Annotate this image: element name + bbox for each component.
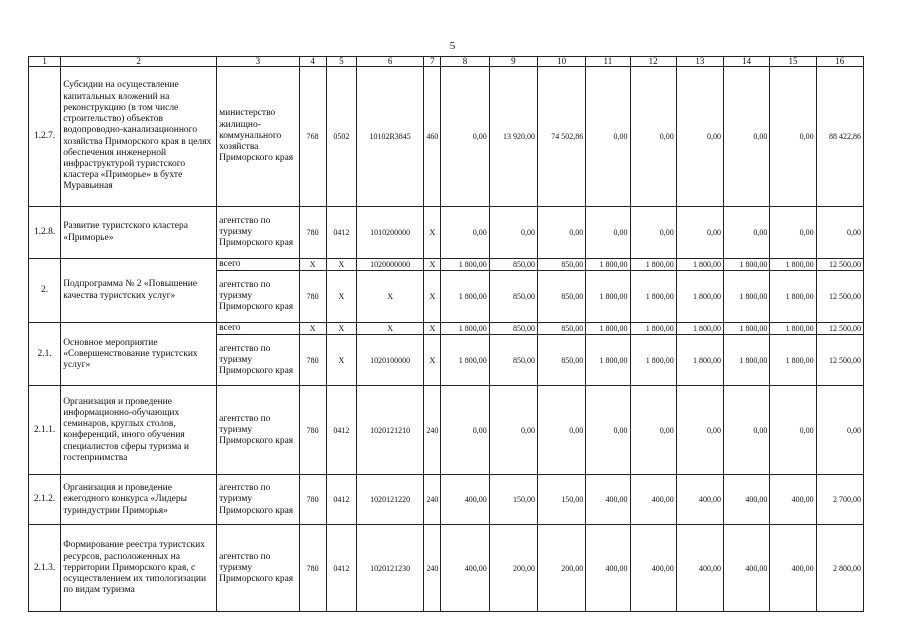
amount-cell: 1 800,00 [441, 335, 489, 386]
amount-cell: 0,00 [630, 207, 676, 259]
column-number: 4 [299, 57, 326, 67]
grbs-code: 780 [299, 525, 326, 612]
row-number: 2.1.1. [29, 386, 61, 475]
executor-cell: министерство жилищно-коммунального хозяйства Приморского края [217, 67, 299, 207]
amount-cell: 1 800,00 [630, 259, 676, 271]
table-row [29, 323, 864, 335]
amount-cell: 0,00 [724, 386, 770, 475]
target-article-code: 1020100000 [356, 335, 423, 386]
grbs-code: 780 [299, 475, 326, 525]
target-article-code: 1020000000 [356, 259, 423, 271]
row-number: 1.2.8. [29, 207, 61, 259]
total-cell: 2 700,00 [816, 475, 863, 525]
row-number: 1.2.7. [29, 67, 61, 207]
measure-name: Формирование реестра туристских ресурсов, расположенных на территории Приморского края, с осуществлением их типологизации по видам туризма [61, 525, 217, 612]
expense-type-code: X [424, 335, 441, 386]
amount-cell: 400,00 [630, 475, 676, 525]
amount-cell: 200,00 [489, 525, 537, 612]
column-number: 2 [61, 57, 217, 67]
total-cell: 88 422,86 [816, 67, 863, 207]
column-number: 7 [424, 57, 441, 67]
row-number: 2.1.3. [29, 525, 61, 612]
total-cell: 12 500,00 [816, 271, 863, 323]
section-code: X [326, 335, 356, 386]
amount-cell: 400,00 [770, 525, 816, 612]
grbs-code: 780 [299, 386, 326, 475]
amount-cell: 1 800,00 [770, 271, 816, 323]
column-number: 9 [489, 57, 537, 67]
amount-cell: 1 800,00 [441, 323, 489, 335]
amount-cell: 0,00 [441, 207, 489, 259]
amount-cell: 0,00 [586, 207, 630, 259]
amount-cell: 1 800,00 [630, 323, 676, 335]
amount-cell: 0,00 [489, 386, 537, 475]
amount-cell: 0,00 [770, 207, 816, 259]
target-article-code: 10102R3845 [356, 67, 423, 207]
page-number: 5 [449, 40, 456, 52]
measure-name: Развитие туристского кластера «Приморье» [61, 207, 217, 259]
expense-type-code: 240 [424, 386, 441, 475]
executor-cell: агентство по туризму Приморского края [217, 525, 299, 612]
column-number: 16 [816, 57, 863, 67]
amount-cell: 850,00 [537, 335, 585, 386]
grbs-code: X [299, 323, 326, 335]
executor-cell: всего [217, 323, 299, 335]
amount-cell: 850,00 [537, 271, 585, 323]
amount-cell: 850,00 [489, 335, 537, 386]
amount-cell: 1 800,00 [770, 259, 816, 271]
total-cell: 12 500,00 [816, 323, 863, 335]
amount-cell: 400,00 [586, 475, 630, 525]
measure-name: Организация и проведение ежегодного конкурса «Лидеры туриндустрии Приморья» [61, 475, 217, 525]
total-cell: 0,00 [816, 386, 863, 475]
column-number: 5 [326, 57, 356, 67]
section-code: X [326, 271, 356, 323]
amount-cell: 0,00 [630, 67, 676, 207]
measure-name: Подпрограмма № 2 «Повышение качества туристских услуг» [61, 259, 217, 323]
amount-cell: 850,00 [537, 259, 585, 271]
amount-cell: 150,00 [537, 475, 585, 525]
amount-cell: 400,00 [724, 475, 770, 525]
section-code: 0412 [326, 207, 356, 259]
column-number: 10 [537, 57, 585, 67]
amount-cell: 400,00 [770, 475, 816, 525]
amount-cell: 0,00 [586, 386, 630, 475]
amount-cell: 0,00 [676, 67, 723, 207]
amount-cell: 0,00 [770, 386, 816, 475]
total-cell: 2 800,00 [816, 525, 863, 612]
amount-cell: 1 800,00 [676, 323, 723, 335]
amount-cell: 1 800,00 [724, 271, 770, 323]
column-number: 3 [217, 57, 299, 67]
column-number: 13 [676, 57, 723, 67]
amount-cell: 0,00 [489, 207, 537, 259]
amount-cell: 0,00 [676, 386, 723, 475]
expense-type-code: X [424, 271, 441, 323]
table-row [29, 67, 864, 207]
section-code: 0412 [326, 525, 356, 612]
amount-cell: 1 800,00 [586, 259, 630, 271]
amount-cell: 850,00 [489, 323, 537, 335]
section-code: 0412 [326, 475, 356, 525]
amount-cell: 400,00 [676, 525, 723, 612]
measure-name: Субсидии на осуществление капитальных вложений на реконструкцию (в том числе строительство) объектов водопроводно-канализационного хозяйства Приморского края в целях обеспечения инженерной инфраструктурой туристского кластера «Приморье» в бухте Муравьиная [61, 67, 217, 207]
amount-cell: 200,00 [537, 525, 585, 612]
expense-type-code: X [424, 207, 441, 259]
executor-cell: агентство по туризму Приморского края [217, 386, 299, 475]
executor-cell: агентство по туризму Приморского края [217, 207, 299, 259]
amount-cell: 74 502,86 [537, 67, 585, 207]
target-article-code: 1020121220 [356, 475, 423, 525]
measure-name: Основное мероприятие «Совершенствование туристских услуг» [61, 323, 217, 386]
amount-cell: 400,00 [586, 525, 630, 612]
amount-cell: 1 800,00 [676, 335, 723, 386]
amount-cell: 400,00 [441, 525, 489, 612]
row-number: 2.1. [29, 323, 61, 386]
table-row [29, 259, 864, 271]
amount-cell: 0,00 [724, 67, 770, 207]
amount-cell: 13 920,00 [489, 67, 537, 207]
executor-cell: агентство по туризму Приморского края [217, 475, 299, 525]
amount-cell: 0,00 [441, 386, 489, 475]
amount-cell: 1 800,00 [724, 335, 770, 386]
program-table [28, 56, 864, 612]
section-code: 0502 [326, 67, 356, 207]
amount-cell: 1 800,00 [441, 271, 489, 323]
expense-type-code: 240 [424, 475, 441, 525]
amount-cell: 1 800,00 [770, 335, 816, 386]
table-row [29, 475, 864, 525]
section-code: X [326, 323, 356, 335]
column-number: 1 [29, 57, 61, 67]
target-article-code: 1010200000 [356, 207, 423, 259]
grbs-code: X [299, 259, 326, 271]
grbs-code: 780 [299, 271, 326, 323]
table-row [29, 386, 864, 475]
expense-type-code: 460 [424, 67, 441, 207]
amount-cell: 1 800,00 [441, 259, 489, 271]
table-row [29, 525, 864, 612]
amount-cell: 1 800,00 [770, 323, 816, 335]
amount-cell: 1 800,00 [586, 335, 630, 386]
measure-name: Организация и проведение информационно-обучающих семинаров, круглых столов, конференций, иного обучения специалистов сферы туризма и гостеприимства [61, 386, 217, 475]
executor-cell: агентство по туризму Приморского края [217, 271, 299, 323]
grbs-code: 768 [299, 67, 326, 207]
column-number: 12 [630, 57, 676, 67]
amount-cell: 1 800,00 [630, 335, 676, 386]
amount-cell: 0,00 [724, 207, 770, 259]
amount-cell: 1 800,00 [724, 323, 770, 335]
amount-cell: 150,00 [489, 475, 537, 525]
amount-cell: 1 800,00 [586, 323, 630, 335]
amount-cell: 400,00 [630, 525, 676, 612]
executor-cell: всего [217, 259, 299, 271]
amount-cell: 0,00 [676, 207, 723, 259]
column-number-row [29, 57, 864, 67]
amount-cell: 850,00 [489, 271, 537, 323]
amount-cell: 400,00 [724, 525, 770, 612]
amount-cell: 0,00 [441, 67, 489, 207]
grbs-code: 780 [299, 335, 326, 386]
amount-cell: 1 800,00 [630, 271, 676, 323]
executor-cell: агентство по туризму Приморского края [217, 335, 299, 386]
amount-cell: 1 800,00 [676, 259, 723, 271]
row-number: 2.1.2. [29, 475, 61, 525]
expense-type-code: X [424, 259, 441, 271]
column-number: 11 [586, 57, 630, 67]
total-cell: 12 500,00 [816, 335, 863, 386]
total-cell: 0,00 [816, 207, 863, 259]
amount-cell: 0,00 [770, 67, 816, 207]
target-article-code: X [356, 271, 423, 323]
amount-cell: 0,00 [537, 207, 585, 259]
amount-cell: 1 800,00 [724, 259, 770, 271]
grbs-code: 780 [299, 207, 326, 259]
amount-cell: 850,00 [489, 259, 537, 271]
column-number: 14 [724, 57, 770, 67]
amount-cell: 0,00 [537, 386, 585, 475]
target-article-code: 1020121210 [356, 386, 423, 475]
amount-cell: 400,00 [441, 475, 489, 525]
row-number: 2. [29, 259, 61, 323]
expense-type-code: X [424, 323, 441, 335]
target-article-code: 1020121230 [356, 525, 423, 612]
table-row [29, 207, 864, 259]
column-number: 8 [441, 57, 489, 67]
amount-cell: 0,00 [586, 67, 630, 207]
amount-cell: 400,00 [676, 475, 723, 525]
amount-cell: 1 800,00 [676, 271, 723, 323]
column-number: 6 [356, 57, 423, 67]
total-cell: 12 500,00 [816, 259, 863, 271]
amount-cell: 0,00 [630, 386, 676, 475]
amount-cell: 1 800,00 [586, 271, 630, 323]
amount-cell: 850,00 [537, 323, 585, 335]
section-code: 0412 [326, 386, 356, 475]
column-number: 15 [770, 57, 816, 67]
target-article-code: X [356, 323, 423, 335]
expense-type-code: 240 [424, 525, 441, 612]
section-code: X [326, 259, 356, 271]
